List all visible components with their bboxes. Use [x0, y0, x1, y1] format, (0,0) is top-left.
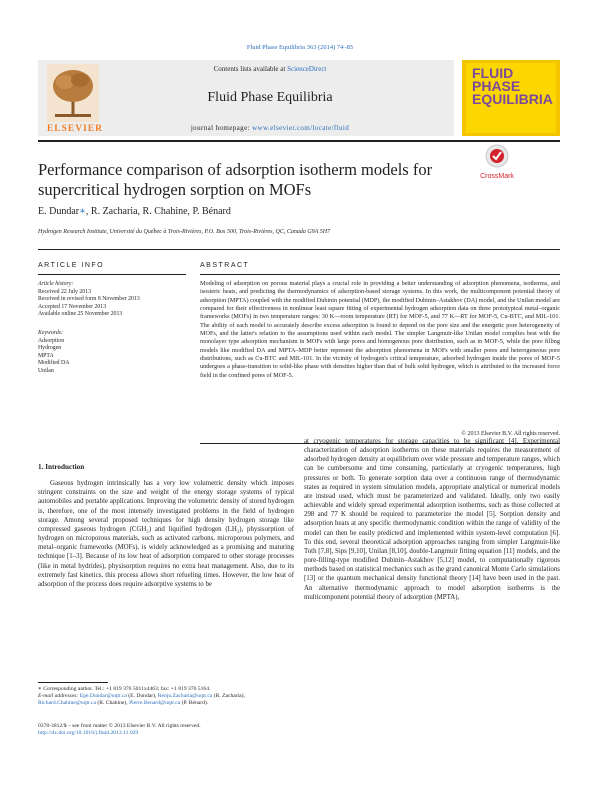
- keyword-item: Modified DA: [38, 360, 70, 367]
- history-received: Received 22 July 2013: [38, 288, 91, 295]
- email-addresses: E-mail addresses: Ege.Dundar@uqtr.ca (E. Dundar), Renju.Zacharia@uqtr.ca (R. Zacharia), Richard.Chahine@uqtr.ca (R. Chahine), Pierre.Benard@uqtr.ca (P. Bénard).: [38, 693, 245, 707]
- author-list: E. Dundar∗, R. Zacharia, R. Chahine, P. Bénard: [38, 206, 231, 217]
- affiliation-rule: [38, 249, 560, 250]
- elsevier-logo-text: ELSEVIER: [46, 124, 104, 134]
- article-info-heading: ARTICLE INFO: [38, 262, 105, 269]
- issn-line: 0378-3812/$ – see front matter © 2013 Elsevier B.V. All rights reserved.: [38, 723, 201, 729]
- history-online: Available online 25 November 2013: [38, 311, 123, 318]
- keyword-item: Hydrogen: [38, 345, 62, 352]
- email-link[interactable]: Richard.Chahine@uqtr.ca: [38, 700, 96, 707]
- email-link[interactable]: Renju.Zacharia@uqtr.ca: [157, 693, 213, 700]
- email-link[interactable]: Pierre.Benard@uqtr.ca: [129, 700, 181, 707]
- intro-paragraph-2: at cryogenic temperatures for storage capacities to be significant [4]. Experimental characterization of adsorption isotherms on these materials requires the measurement of adsorbed hydrogen density at equilibrium over wide pressure and temperature ranges, which can be cumbersome and time consuming, particularly at cryogenic temperatures, high pressures or both. To generate sorption data over a continuous range of thermodynamic states as required in system simulation models, appropriate analytical or numerical models are instead used, which must be parameterized and validated. Ideally, only two easily achievable and widely spread experimental adsorption isotherms, such as those collected at 298 and 77 K should be required to parameterize the model [5]. Sorption density and adsorption heats at any specific thermodynamic condition within the range of validity of the model can then be easily predicted and implemented within system-level computation [6]. To this end, several theoretical adsorption approaches ranging from simpler Langmuir-like Toth [7,8], Sips [9,10], Unilan [8,10], double-Langmuir fitting equation [11] models, and the pore-filling-type modified Dubinin–Astakhov [5,12] model, to computationally rigorous methods based on statistical mechanics such as the grand canonical Monte Carlo simulations [13] or the quantum mechanical density functional theory [14] have been used in the past. An alternative thermodynamic approach to model adsorption isotherms is the multicomponent potential theory of adsorption (MPTA),: [304, 438, 560, 601]
- journal-homepage: journal homepage: www.elsevier.com/locate/fluid: [190, 124, 350, 132]
- keyword-item: Unilan: [38, 367, 54, 374]
- homepage-link[interactable]: www.elsevier.com/locate/fluid: [252, 124, 350, 132]
- cover-title: [472, 67, 558, 106]
- page-footer: [38, 723, 294, 737]
- keyword-item: Adsorption: [38, 337, 65, 344]
- footnote: [38, 686, 294, 708]
- article-info-rule: [38, 274, 186, 275]
- footnote-rule: [38, 682, 108, 683]
- abstract-rule: [200, 274, 560, 275]
- history-revised: Received in revised form 8 November 2013: [38, 296, 140, 303]
- contents-line: Contents lists available at ScienceDirect: [213, 65, 327, 73]
- article-history: [38, 281, 188, 319]
- affiliation: Hydrogen Research Institute, Université du Québec à Trois-Rivières, P.O. Box 500, Trois-Rivières, QC, Canada G9A 5H7: [38, 229, 331, 235]
- section-heading-introduction: 1. Introduction: [38, 463, 85, 471]
- sciencedirect-link[interactable]: ScienceDirect: [287, 65, 327, 73]
- journal-title: Fluid Phase Equilibria: [207, 90, 333, 105]
- body-column-left: [38, 463, 294, 589]
- cover-title-line-2: EQUILIBRIA: [472, 91, 553, 107]
- running-head[interactable]: Fluid Phase Equilibria 363 (2014) 74–85: [246, 44, 354, 51]
- crossmark-icon[interactable]: [472, 142, 522, 184]
- intro-paragraph-1: Gaseous hydrogen intrinsically has a very low volumetric density which imposes stringent constraints on the size and weight of the energy storage systems of typical automobiles and portable applications. Improving the volumetric density of stored hydrogen is, therefore, one of the most intensely investigated problems in the field of hydrogen storage. Among several proposed techniques for high density hydrogen storage like compressed gaseous hydrogen (CGH₂) and liquified hydrogen (LH₂), physisorption of hydrogen on microporous materials, such as activated carbons, microporous polymers, and metal–organic frameworks (MOFs), is widely acknowledged as a promising and maturing technique [1–3]. Because of its low heat of adsorption compared to other storage processes (like in metal hydrides), physisorption requires no extra heat management. Also, due to its extremely fast kinetics, this process allows short refueling times. However, the low heat of adsorption of the process does require adsorptive systems to be: [38, 480, 294, 588]
- keyword-item: MPTA: [38, 352, 54, 359]
- email-link[interactable]: Ege.Dundar@uqtr.ca: [79, 693, 127, 700]
- article-title: Performance comparison of adsorption isotherm models for supercritical hydrogen sorption on MOFs: [38, 160, 433, 199]
- journal-cover-thumbnail[interactable]: [462, 60, 560, 136]
- history-accepted: Accepted 17 November 2013: [38, 303, 107, 310]
- keywords: [38, 330, 188, 376]
- corresponding-author-marker[interactable]: ∗: [79, 206, 86, 217]
- abstract-heading: ABSTRACT: [200, 262, 250, 269]
- cover-title-line-1: FLUID PHASE: [472, 65, 521, 94]
- abstract-text: Modeling of adsorption on porous material plays a crucial role in providing a better understanding of adsorption phenomena, isotherms, and isosteric heats, and predicting the thermodynamics of adsorption-based storage systems. In this work, the multicomponent potential theory of adsorption (MPTA) coupled with the modified Dubinin potential (MDP), the modified Dubinin–Astakhov (DA) model, and the Unilan model are compared for their effectiveness in nonlinear least square fitting of experimental hydrogen adsorption data on three prototypical metal–organic frameworks (MOFs) in two temperature ranges: 30 K—room temperature (RT) for MOF-5, and 77 K—RT for MOF-5, Cu-BTC, and MIL-101. The ability of each model to accurately describe excess adsorption is found to depend on the pore size and the energetic pore heterogeneity of MOFs, and the latter's relation to the assumptions used within each model. The simpler Langmuir-like Unilan model complies best with the monolayer type adsorption mechanism in MOFs with large pores and homogenous pore distribution, such as in MOF-5, while the pore filling models like modified DA and MPTA–MDP better represent the adsorption phenomena in MOFs with smaller pores and heterogeneous pore distributions, such as Cu-BTC and MIL-101. In the vicinity of hydrogen's critical temperature, adsorbed hydrogen inside the pores of MOF-5 undergoes a phase-transition to solid-like phase with densities higher than that of bulk solid hydrogen, which is attributed to the increased force field in the confined pores of MOF-5.: [200, 280, 560, 379]
- doi-link[interactable]: http://dx.doi.org/10.1016/j.fluid.2013.11.029: [38, 730, 139, 737]
- keywords-label: Keywords:: [38, 330, 63, 336]
- crossmark-label: CrossMark: [480, 173, 514, 180]
- corresponding-author-note: ∗ Corresponding author. Tel.: +1 819 376 5011x4463; fax: +1 819 376 5164.: [38, 686, 211, 692]
- cover-panel: [466, 63, 556, 133]
- history-label: Article history:: [38, 281, 74, 287]
- copyright-line: © 2013 Elsevier B.V. All rights reserved.: [461, 431, 560, 437]
- body-column-right: [304, 437, 560, 602]
- elsevier-tree-logo-icon: [47, 64, 99, 122]
